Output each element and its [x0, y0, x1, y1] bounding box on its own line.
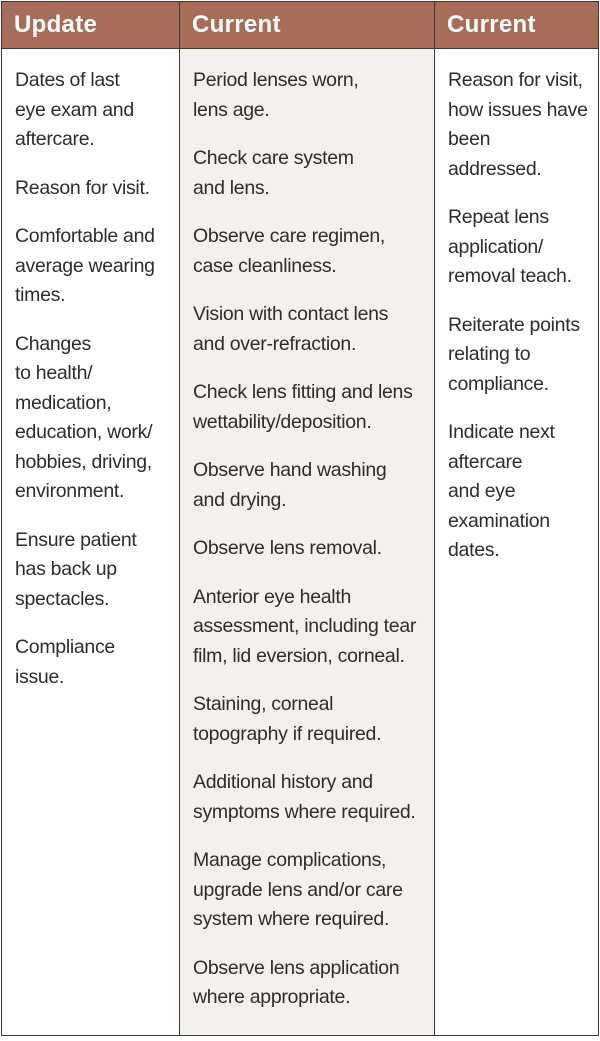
column-header: Current: [435, 2, 598, 49]
list-item: Changes to health/ medication, education, work/ hobbies, driving, environment.: [15, 332, 153, 502]
list-item: Anterior eye health assessment, including tear film, lid eversion, corneal.: [193, 585, 417, 667]
column-body: [180, 49, 434, 1035]
list-item: Reason for visit.: [15, 176, 150, 199]
list-item: Observe hand washing and drying.: [193, 459, 387, 511]
list-item: Check lens fitting and lens wettability/deposition.: [193, 381, 413, 433]
column-current-followup: [434, 2, 598, 1035]
list-item: Compliance issue.: [15, 636, 115, 688]
aftercare-table: [1, 1, 599, 1036]
column-body: [2, 49, 179, 1035]
list-item: Observe care regimen, case cleanliness.: [193, 225, 386, 277]
list-item: Observe lens application where appropriate.: [193, 956, 400, 1008]
column-current-assessment: [179, 2, 434, 1035]
list-item: Period lenses worn, lens age.: [193, 69, 359, 121]
list-item: Staining, corneal topography if required.: [193, 693, 382, 745]
list-item: Repeat lens application/ removal teach.: [448, 206, 572, 287]
list-item: Vision with contact lens and over-refraction.: [193, 303, 389, 355]
column-header: Current: [180, 2, 434, 49]
list-item: Check care system and lens.: [193, 147, 354, 199]
list-item: Additional history and symptoms where required.: [193, 771, 416, 823]
list-item: Manage complications, upgrade lens and/or care system where required.: [193, 849, 403, 930]
list-item: Indicate next aftercare and eye examination dates.: [448, 421, 555, 561]
column-body: [435, 49, 598, 1035]
list-item: Reiterate points relating to compliance.: [448, 313, 580, 395]
column-header: Update: [2, 2, 179, 49]
list-item: Ensure patient has back up spectacles.: [15, 528, 137, 610]
list-item: Reason for visit, how issues have been addressed.: [448, 69, 588, 180]
list-item: Comfortable and average wearing times.: [15, 225, 155, 306]
column-update: [2, 2, 179, 1035]
list-item: Dates of last eye exam and aftercare.: [15, 69, 134, 150]
list-item: Observe lens removal.: [193, 537, 382, 559]
